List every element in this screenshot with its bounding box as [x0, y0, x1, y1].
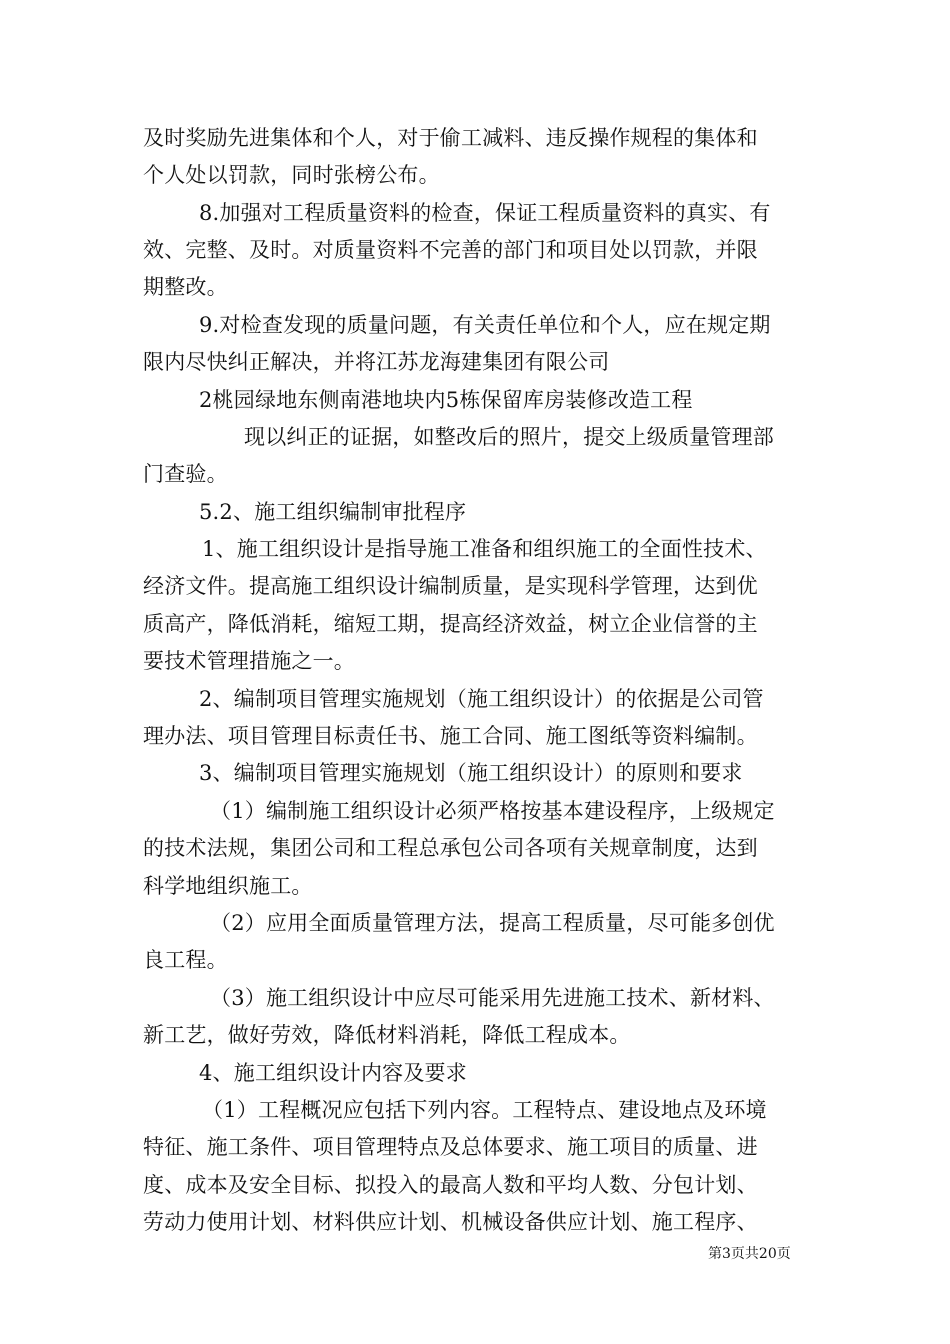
text-line: 的技术法规，集团公司和工程总承包公司各项有关规章制度，达到: [143, 836, 758, 860]
text-line: （1）工程概况应包括下列内容。工程特点、建设地点及环境: [202, 1098, 767, 1122]
text-line: 特征、施工条件、项目管理特点及总体要求、施工项目的质量、进: [143, 1135, 758, 1159]
text-line: 9.对检查发现的质量问题，有关责任单位和个人，应在规定期: [199, 313, 771, 337]
text-line: 良工程。: [143, 948, 228, 972]
text-line: 1、施工组织设计是指导施工准备和组织施工的全面性技术、: [202, 537, 767, 561]
text-line: 经济文件。提高施工组织设计编制质量，是实现科学管理，达到优: [143, 574, 758, 598]
section-heading: 4、施工组织设计内容及要求: [199, 1061, 467, 1085]
text-line: 效、完整、及时。对质量资料不完善的部门和项目处以罚款，并限: [143, 238, 758, 262]
text-line: 理办法、项目管理目标责任书、施工合同、施工图纸等资料编制。: [143, 724, 758, 748]
text-line: 期整改。: [143, 275, 228, 299]
text-line: 2、编制项目管理实施规划（施工组织设计）的依据是公司管: [199, 687, 764, 711]
text-line: 新工艺，做好劳效，降低材料消耗，降低工程成本。: [143, 1023, 631, 1047]
text-line: 限内尽快纠正解决，并将江苏龙海建集团有限公司: [143, 350, 610, 374]
text-line: 个人处以罚款，同时张榜公布。: [143, 163, 440, 187]
text-line: 要技术管理措施之一。: [143, 649, 355, 673]
text-line: 及时奖励先进集体和个人，对于偷工减料、违反操作规程的集体和: [143, 126, 758, 150]
section-heading: 5.2、施工组织编制审批程序: [199, 500, 467, 524]
text-line: 门查验。: [143, 462, 228, 486]
text-line: 劳动力使用计划、材料供应计划、机械设备供应计划、施工程序、: [143, 1210, 758, 1234]
text-line: 2桃园绿地东侧南港地块内5栋保留库房装修改造工程: [199, 388, 693, 412]
page-number: 第3页共20页: [708, 1246, 791, 1262]
text-line: 度、成本及安全目标、拟投入的最高人数和平均人数、分包计划、: [143, 1173, 758, 1197]
text-line: 现以纠正的证据，如整改后的照片，提交上级质量管理部: [244, 425, 774, 449]
text-line: 3、编制项目管理实施规划（施工组织设计）的原则和要求: [199, 761, 743, 785]
text-line: （1）编制施工组织设计必须严格按基本建设程序，上级规定: [210, 799, 775, 823]
text-line: （2）应用全面质量管理方法，提高工程质量，尽可能多创优: [210, 911, 775, 935]
text-line: 质高产，降低消耗，缩短工期，提高经济效益，树立企业信誉的主: [143, 612, 758, 636]
text-line: 科学地组织施工。: [143, 874, 313, 898]
text-line: （3）施工组织设计中应尽可能采用先进施工技术、新材料、: [210, 986, 775, 1010]
text-line: 8.加强对工程质量资料的检查，保证工程质量资料的真实、有: [199, 201, 771, 225]
